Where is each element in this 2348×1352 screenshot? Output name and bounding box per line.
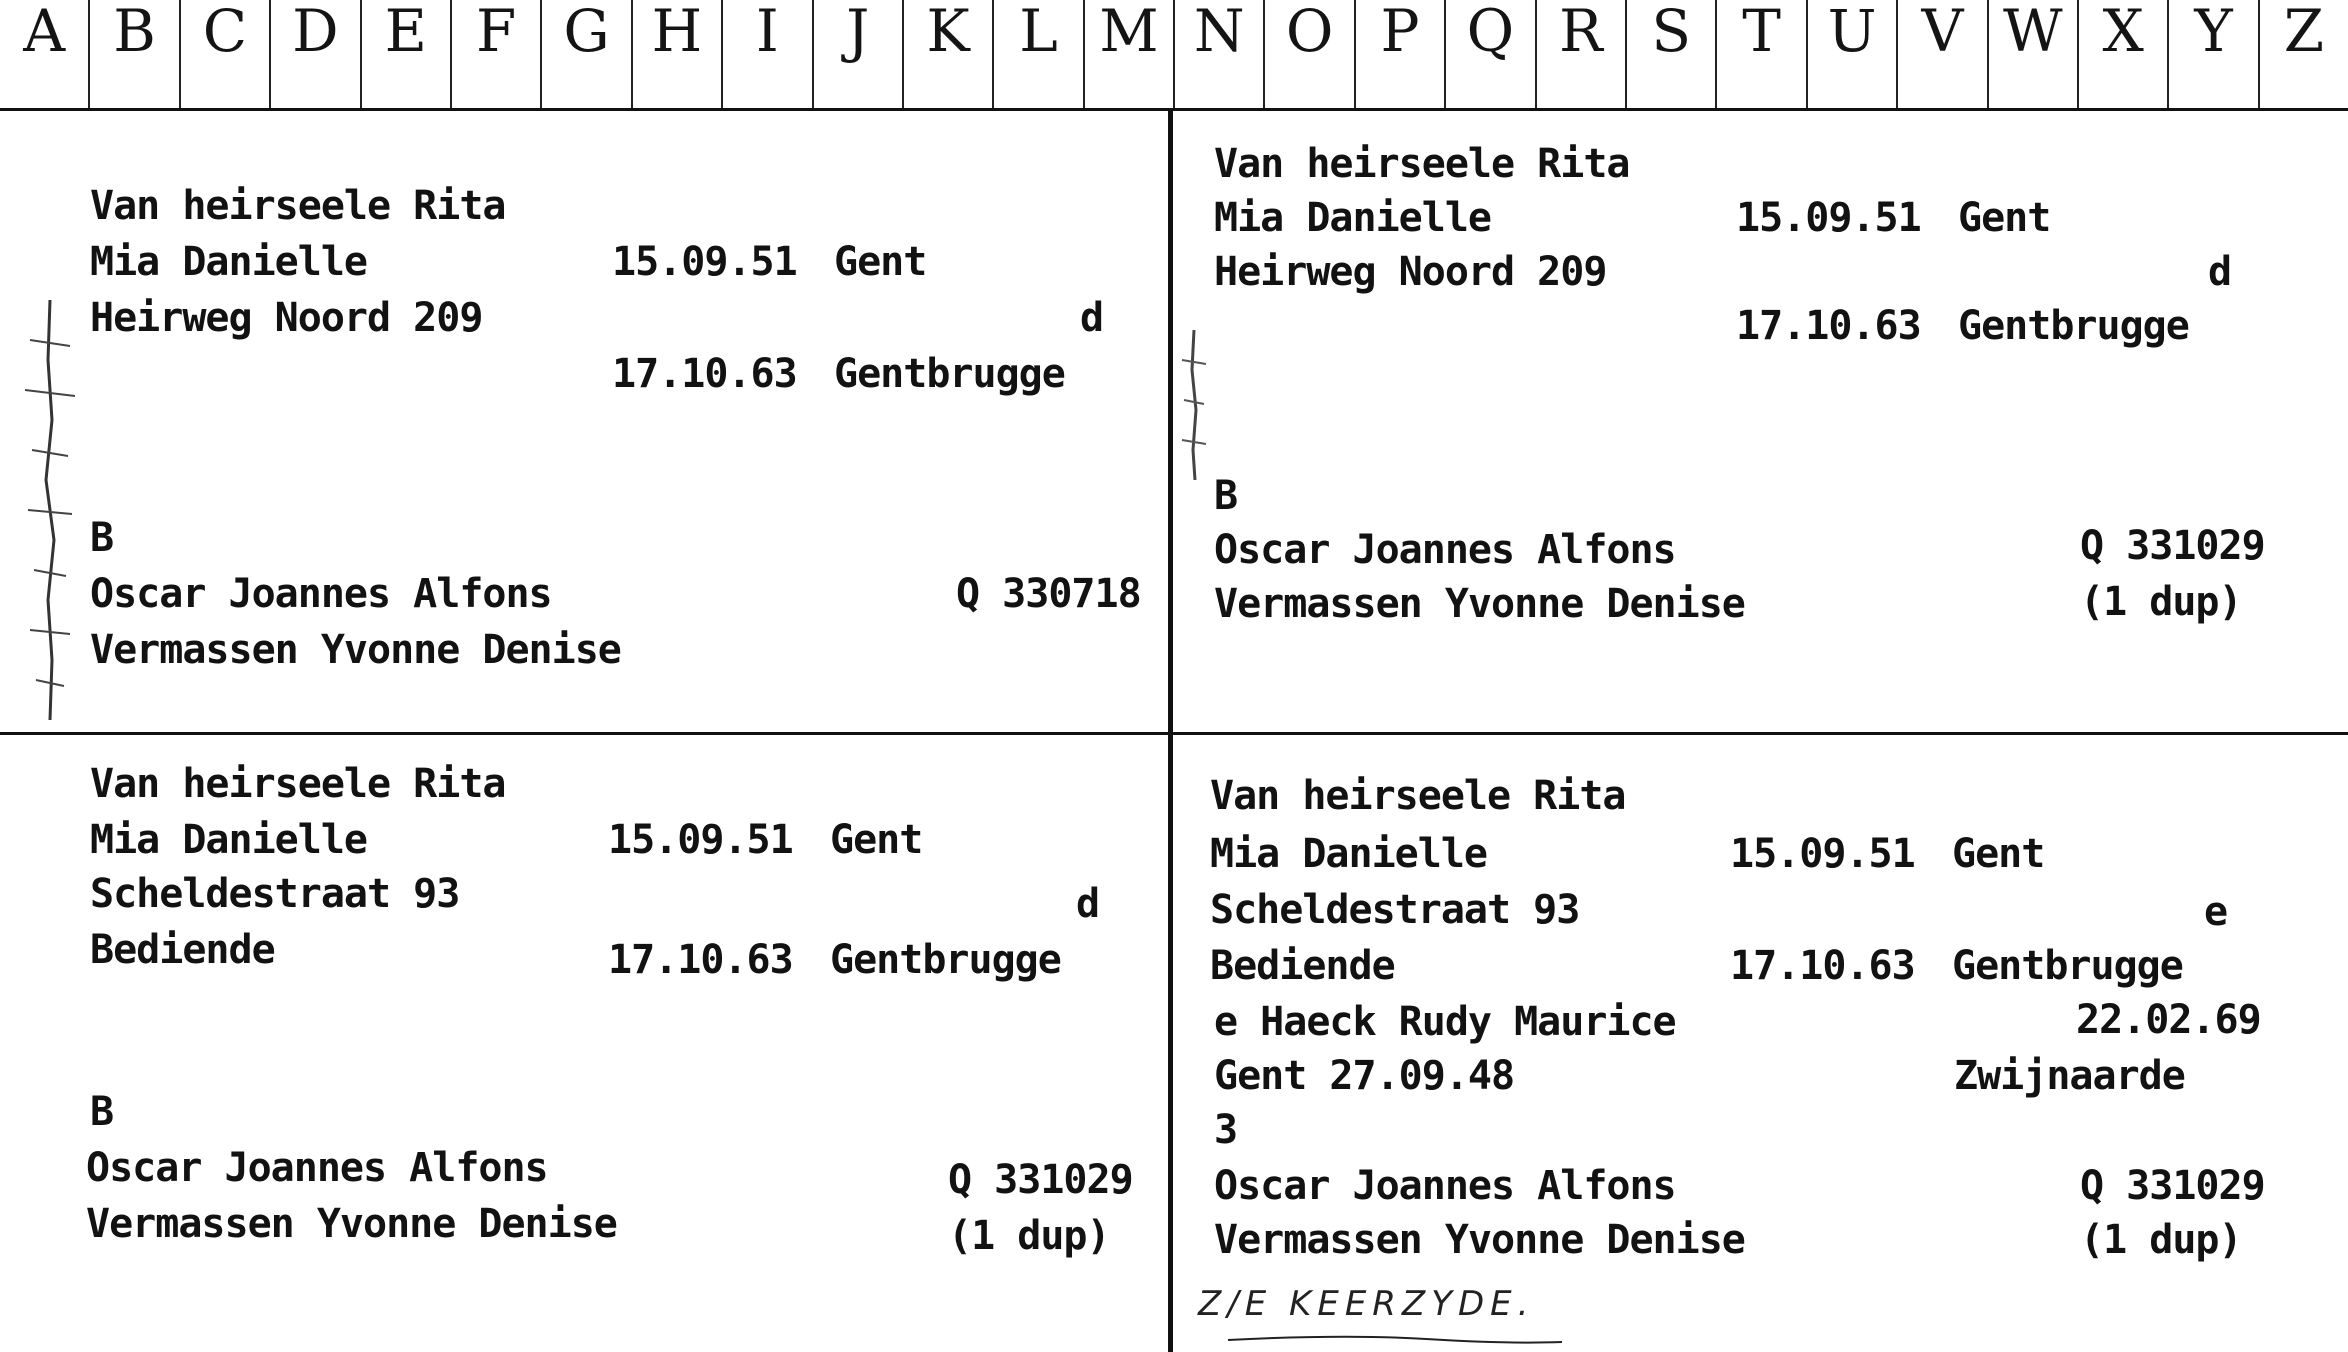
card-address: Heirweg Noord 209 — [1214, 249, 1607, 295]
card-birth-place: Gent — [834, 239, 927, 285]
card-event-date: 17.10.63 — [608, 937, 793, 983]
alphabet-letter-u: U — [1806, 0, 1896, 108]
card-divider-horizontal-left — [0, 732, 1168, 735]
card-ref: Q 331029 — [2080, 1163, 2265, 1209]
alphabet-letter-j: J — [812, 0, 902, 108]
card-divider-horizontal-right — [1173, 732, 2348, 735]
card-name-line2: Mia Danielle — [1214, 195, 1491, 241]
alphabet-letter-w: W — [1987, 0, 2077, 108]
margin-scribble-mark-middle — [1176, 330, 1212, 480]
card-name-line2: Mia Danielle — [90, 239, 367, 285]
card-name-line1: Van heirseele Rita — [1210, 773, 1626, 819]
card-mother: Vermassen Yvonne Denise — [86, 1201, 617, 1247]
alphabet-letter-k: K — [902, 0, 992, 108]
card-event-place: Gentbrugge — [830, 937, 1061, 983]
alphabet-letter-s: S — [1625, 0, 1715, 108]
card-section: B — [90, 1089, 114, 1135]
card-section: 3 — [1214, 1107, 1238, 1153]
card-marriage-date: 22.02.69 — [2076, 997, 2261, 1043]
alphabet-letter-n: N — [1173, 0, 1263, 108]
card-name-line1: Van heirseele Rita — [90, 761, 506, 807]
card-dup: (1 dup) — [2080, 579, 2242, 625]
card-spouse: e Haeck Rudy Maurice — [1214, 999, 1676, 1045]
card-status: e — [2204, 889, 2228, 935]
alphabet-letter-p: P — [1354, 0, 1444, 108]
alphabet-letter-b: B — [88, 0, 178, 108]
card-occupation: Bediende — [90, 927, 275, 973]
card-birth-place: Gent — [830, 817, 923, 863]
card-section: B — [90, 515, 114, 561]
alphabet-letter-e: E — [360, 0, 450, 108]
card-event-place: Gentbrugge — [834, 351, 1065, 397]
card-event-place: Gentbrugge — [1952, 943, 2183, 989]
card-dup: (1 dup) — [2080, 1217, 2242, 1263]
card-father: Oscar Joannes Alfons — [1214, 1163, 1676, 1209]
card-event-place: Gentbrugge — [1958, 303, 2189, 349]
card-father: Oscar Joannes Alfons — [90, 571, 552, 617]
card-birth-date: 15.09.51 — [1736, 195, 1921, 241]
alphabet-letter-x: X — [2077, 0, 2167, 108]
card-birth-date: 15.09.51 — [1730, 831, 1915, 877]
card-mother: Vermassen Yvonne Denise — [1214, 581, 1745, 627]
alphabet-letter-v: V — [1896, 0, 1986, 108]
alphabet-letter-q: Q — [1444, 0, 1534, 108]
card-address: Scheldestraat 93 — [90, 871, 460, 917]
alphabet-letter-c: C — [179, 0, 269, 108]
card-ref: Q 330718 — [956, 571, 1141, 617]
card-occupation: Bediende — [1210, 943, 1395, 989]
card-event-date: 17.10.63 — [612, 351, 797, 397]
card-event-date: 17.10.63 — [1730, 943, 1915, 989]
card-name-line2: Mia Danielle — [90, 817, 367, 863]
alphabet-letter-f: F — [450, 0, 540, 108]
card-name-line1: Van heirseele Rita — [90, 183, 506, 229]
card-mother: Vermassen Yvonne Denise — [90, 627, 621, 673]
alphabet-letter-o: O — [1263, 0, 1353, 108]
alphabet-letter-t: T — [1715, 0, 1805, 108]
alphabet-letter-d: D — [269, 0, 359, 108]
alphabet-letter-h: H — [631, 0, 721, 108]
card-birth-date: 15.09.51 — [608, 817, 793, 863]
card-ref: Q 331029 — [948, 1157, 1133, 1203]
handwritten-underline — [1226, 1330, 1566, 1350]
card-birth-place: Gent — [1952, 831, 2045, 877]
card-name-line2: Mia Danielle — [1210, 831, 1487, 877]
card-birth-date: 15.09.51 — [612, 239, 797, 285]
card-status: d — [1080, 295, 1104, 341]
card-status: d — [1076, 881, 1100, 927]
alphabet-letter-y: Y — [2167, 0, 2257, 108]
card-dup: (1 dup) — [948, 1213, 1110, 1259]
card-ref: Q 331029 — [2080, 523, 2265, 569]
card-marriage-place: Zwijnaarde — [1954, 1053, 2185, 1099]
alphabet-letter-m: M — [1083, 0, 1173, 108]
card-divider-vertical — [1168, 110, 1173, 1352]
card-event-date: 17.10.63 — [1736, 303, 1921, 349]
card-spouse-birth: Gent 27.09.48 — [1214, 1053, 1515, 1099]
alphabet-letter-z: Z — [2258, 0, 2348, 108]
card-address: Scheldestraat 93 — [1210, 887, 1580, 933]
card-father: Oscar Joannes Alfons — [1214, 527, 1676, 573]
card-address: Heirweg Noord 209 — [90, 295, 483, 341]
alphabet-letter-i: I — [721, 0, 811, 108]
alphabet-letter-a: A — [23, 0, 66, 65]
card-name-line1: Van heirseele Rita — [1214, 141, 1630, 187]
alphabet-letter-r: R — [1535, 0, 1625, 108]
card-status: d — [2208, 249, 2232, 295]
margin-scribble-mark-left — [10, 300, 90, 720]
card-handwritten-note: Z/E KEERZYDE. — [1198, 1284, 1535, 1324]
card-mother: Vermassen Yvonne Denise — [1214, 1217, 1745, 1263]
card-father: Oscar Joannes Alfons — [86, 1145, 548, 1191]
card-birth-place: Gent — [1958, 195, 2051, 241]
alphabet-letter-l: L — [992, 0, 1082, 108]
alphabet-letter-g: G — [540, 0, 630, 108]
alphabet-index-bar — [0, 0, 2348, 111]
card-section: B — [1214, 473, 1238, 519]
